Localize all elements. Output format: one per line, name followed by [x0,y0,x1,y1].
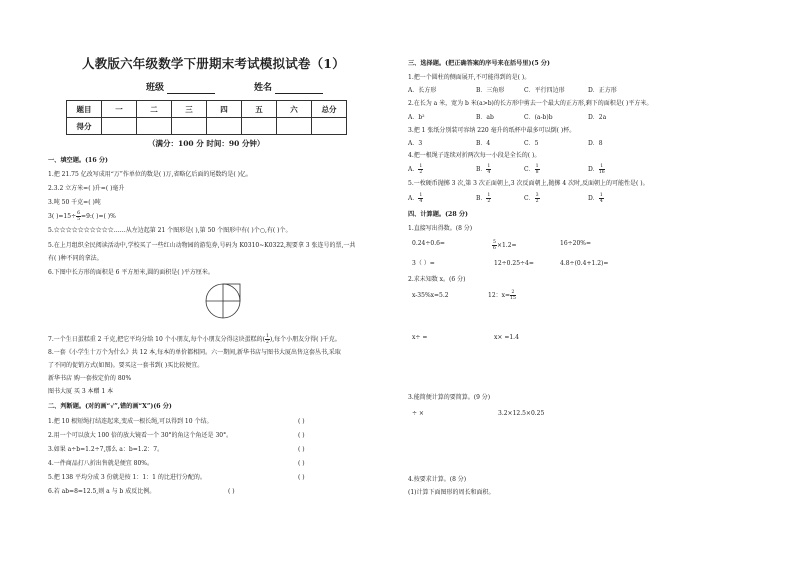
score-cell[interactable] [137,118,172,135]
choice-q2: 2.在长为 a 米，宽为 b 米(a>b)的长方形中剪去一个最大的正方形,剩下的面积是( )平方米。 [408,100,653,107]
judge-paren[interactable]: ( ) [298,474,305,481]
fill-q6-line1: 5.在上月组织全民阅读活动中,学校买了一些红山动物园的游览券,号码为 K0310~K0322,现要拿 3 张连号的票,一共 [48,242,356,249]
judge-paren[interactable]: ( ) [298,460,305,467]
calc-item: 16÷20%= [560,240,592,247]
calc-item: 4.8÷(0.4+1.2)= [560,260,609,267]
fill-q5: 5.☆☆☆☆☆☆☆☆☆☆……从左边起第 21 个图形是( ),第 50 个图形中有( )个○,有( )个。 [48,227,292,234]
simplify-item: 3.2×12.5×0.25 [498,410,545,417]
name-label: 姓名 [254,83,273,93]
choice-q3-opt[interactable]: B．4 [476,140,491,147]
fill-q9-line2: 了不同的促销方式(如图)。要买这一套书到( )买比较便宜。 [48,362,204,369]
score-cell[interactable] [242,118,277,135]
section-3-title: 三、选择题。(把正确答案的序号来在括号里)(5 分) [408,60,550,67]
judge-item: 3.如果 a÷b=1.2÷7,那么 a：b=1.2：7。 [48,446,164,453]
required-title: 4.按要求计算。(8 分) [408,476,467,483]
section-4-title: 四、计算题。(28 分) [408,211,468,218]
calc-item: 0.24÷0.6= [412,240,445,247]
fill-q4-fraction: $\frac{6}{5}$ [77,211,81,222]
fill-q3: 3.吨 50 千克=( )吨 [48,199,101,206]
judge-paren[interactable]: ( ) [228,488,235,495]
score-header-cell: 一 [102,101,137,118]
fill-q4 [48,211,116,222]
choice-q5-opt[interactable]: C． $\frac{3}{2}$ [524,193,539,204]
judge-item: 4.一件商品打八折出售就是便宜 80%。 [48,460,153,467]
choice-q1-opt[interactable]: C．平行四边形 [524,87,565,94]
fill-q2: 2.3.2 立方米=( )升=( )毫升 [48,185,125,192]
choice-q5-opt[interactable]: A． $\frac{1}{4}$ [408,193,423,204]
simplify-title: 3.能简便计算的要简算。(9 分) [408,394,491,401]
choice-q3: 3.把 1 张纸分别装可容纳 220 毫升的纸杯中最多可以倒( )杯。 [408,127,576,134]
score-cell[interactable] [207,118,242,135]
score-header-cell: 二 [137,101,172,118]
fill-q8 [48,334,341,345]
choice-q1-opt[interactable]: A．长方形 [408,87,437,94]
required-subtitle: (1)计算下面图形的周长和面积。 [408,489,495,496]
choice-q2-opt[interactable]: C．(a-b)b [524,114,553,121]
score-cell[interactable] [312,118,347,135]
class-blank[interactable] [167,84,215,94]
circle-rectangle-figure [204,282,244,322]
judge-item: 5.把 138 平均分成 3 份就是按 1：1：1 的比进行分配的。 [48,474,206,481]
section-2-title: 二、判断题。(对的画“√”,错的画“X”)(6 分) [48,403,172,410]
score-header-row [67,101,347,118]
calc-item: $\frac{5}{6}$ ×1.2= [493,240,517,251]
exam-title: 人教版六年级数学下册期末考试模拟试卷（1） [82,56,345,71]
score-header-cell: 题目 [67,101,102,118]
fill-q8-fraction: $\frac{1}{2}$ [265,334,269,345]
promo-xinhua: 新华书店 购一套按定价的 80% [48,375,132,382]
calc-item: 12÷0.25÷4= [494,260,534,267]
fill-q8-a: 7.一个生日蛋糕重 2 千克,把它平均分给 10 个小朋友,每个小朋友分得这块蛋糕的( [48,336,265,343]
score-header-cell: 总分 [312,101,347,118]
choice-q3-opt[interactable]: D．8 [588,140,603,147]
judge-paren[interactable]: ( ) [298,432,305,439]
equation: x× =1.4 [494,334,519,341]
choice-q4-opt[interactable]: A． $\frac{1}{2}$ [408,164,423,175]
choice-q4: 4.把一根绳子连续对折两次每一小段是全长的( )。 [408,152,541,159]
equation: 12：x= $\frac{2}{15}$ [488,290,516,301]
fill-q4-a: 3( )=15÷ [48,213,77,220]
fill-q8-b: ),每个小朋友分得( )千克。 [269,336,341,343]
solve-title: 2.求未知数 x。(6 分) [408,276,466,283]
score-row-label: 得分 [67,118,102,135]
name-blank[interactable] [275,84,323,94]
choice-q5-opt[interactable]: D． $\frac{1}{4}$ [588,193,603,204]
fill-q1: 1.把 21.75 亿改写成用“万”作单位的数是( )万,省略亿后面的尾数约是( )亿。 [48,171,252,178]
choice-q2-opt[interactable]: B．ab [476,114,494,121]
section-1-title: 一、填空题。(16 分) [48,157,108,164]
fill-q7: 6.下图中长方形的面积是 6 平方厘米,圆的面积是( )平方厘米。 [48,269,214,276]
choice-q4-opt[interactable]: B． $\frac{1}{4}$ [476,164,491,175]
choice-q4-opt[interactable]: C． $\frac{1}{8}$ [524,164,539,175]
judge-item: 1.把 10 根短绳打结连起来,变成一根长绳,可以得到 10 个结。 [48,418,213,425]
choice-q5: 5.一枚硬币抛掷 3 次,第 3 次正面朝上,3 次反面朝上,抛掷 4 次时,反面朝上的可能性是( )。 [408,180,649,187]
score-header-cell: 五 [242,101,277,118]
fill-q4-b: =9:( )=( )% [81,213,116,220]
score-header-cell: 三 [172,101,207,118]
choice-q2-opt[interactable]: D．2a [588,114,607,121]
score-header-cell: 六 [277,101,312,118]
judge-item: 2.用一个可以放大 100 倍的放大镜看一个 30°的角这个角还是 30°。 [48,432,233,439]
choice-q1-opt[interactable]: D．正方形 [588,87,617,94]
calc-direct-title: 1.直接写出得数。(8 分) [408,225,473,232]
choice-q4-opt[interactable]: D． $\frac{1}{16}$ [588,164,605,175]
equation: x÷ = [412,334,428,341]
fill-q6-line2: 有( )种不同的拿法。 [48,255,103,262]
score-cell[interactable] [172,118,207,135]
calc-item: 3（ ）= [412,260,435,267]
judge-paren[interactable]: ( ) [298,446,305,453]
simplify-item: ÷ × [412,410,424,417]
promo-tushu: 图书大厦 买 3 本赠 1 本 [48,388,114,395]
choice-q3-opt[interactable]: C．5 [524,140,539,147]
fill-q9-line1: 8.一套《小学生十万个为什么》共 12 本,每本的单价都相同。六一期间,新华书店与图书大厦出售这套丛书,采取 [48,349,341,356]
full-score: （满分：100 分 时间：90 分钟） [148,139,265,148]
choice-q5-opt[interactable]: B． $\frac{1}{2}$ [476,193,491,204]
score-row [67,118,347,135]
choice-q3-opt[interactable]: A．3 [408,140,423,147]
choice-q2-opt[interactable]: A．b² [408,114,425,121]
judge-item: 6.若 ab=8=12.5,则 a 与 b 成反比例。 [48,488,156,495]
choice-q1-opt[interactable]: B．三角形 [476,87,505,94]
judge-paren[interactable]: ( ) [298,418,305,425]
equation: x-35%x=5.2 [412,292,449,299]
class-label: 班级 [146,83,165,93]
choice-q1: 1.把一个圆柱的侧面展开,不可能得到的是( )。 [408,74,531,81]
score-table [66,100,347,135]
name-field [254,82,323,94]
score-cell[interactable] [277,118,312,135]
score-cell[interactable] [102,118,137,135]
class-field [146,82,215,94]
score-header-cell: 四 [207,101,242,118]
